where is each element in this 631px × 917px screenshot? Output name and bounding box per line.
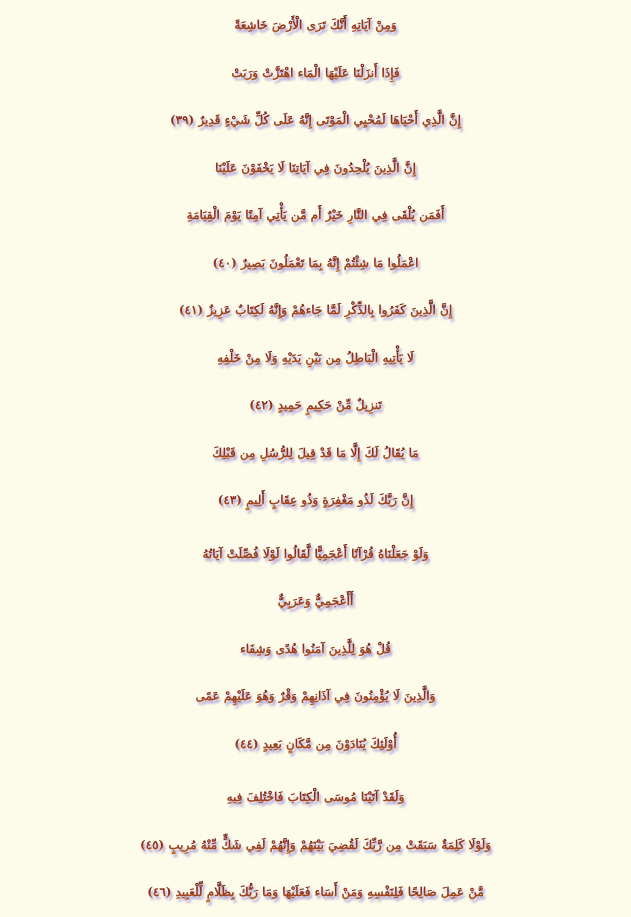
verse-line-10: مَا يُقَالُ لَكَ إِلَّا مَا قَدْ قِيلَ لِلرُّسُلِ مِن قَبْلِكَ [0, 430, 631, 478]
verse-line-18: وَلَوْلَا كَلِمَةٌ سَبَقَتْ مِن رَّبِّكَ لَقُضِيَ بَيْنَهُمْ وَإِنَّهُمْ لَفِي شَكٍّ مِّنْهُ مُرِيبٍ (٤٥) [0, 822, 631, 870]
verse-line-17: وَلَقَدْ آتَيْنَا مُوسَى الْكِتَابَ فَاخْتُلِفَ فِيهِ [0, 774, 631, 822]
verse-line-8: لَا يَأْتِيهِ الْبَاطِلُ مِن بَيْنِ يَدَيْهِ وَلَا مِنْ خَلْفِهِ [0, 335, 631, 383]
verse-line-3: إِنَّ الَّذِي أَحْيَاهَا لَمُحْيِي الْمَوْتَى إِنَّهُ عَلَى كُلِّ شَيْءٍ قَدِيرٌ (٣٩) [0, 97, 631, 145]
verse-line-6: اعْمَلُوا مَا شِئْتُمْ إِنَّهُ بِمَا تَعْمَلُونَ بَصِيرٌ (٤٠) [0, 240, 631, 288]
verse-line-15: وَالَّذِينَ لَا يُؤْمِنُونَ فِي آذَانِهِمْ وَقْرٌ وَهُوَ عَلَيْهِمْ عَمًى [0, 673, 631, 721]
verse-line-19: مَّنْ عَمِلَ صَالِحًا فَلِنَفْسِهِ وَمَنْ أَسَاء فَعَلَيْهَا وَمَا رَبُّكَ بِظَلَّامٍ لِّلْعَبِيدِ (٤٦) [0, 869, 631, 917]
verse-line-11: إِنَّ رَبَّكَ لَذُو مَغْفِرَةٍ وَذُو عِقَابٍ أَلِيمٍ (٤٣) [0, 477, 631, 525]
verse-line-1: وَمِنْ آيَاتِهِ أَنَّكَ تَرَى الْأَرْضَ خَاشِعَةً [0, 2, 631, 50]
verse-line-9: تَنزِيلٌ مِّنْ حَكِيمٍ حَمِيدٍ (٤٢) [0, 382, 631, 430]
verse-line-2: فَإِذَا أَنزَلْنَا عَلَيْهَا الْمَاء اهْتَزَّتْ وَرَبَتْ [0, 50, 631, 98]
verse-line-12: وَلَوْ جَعَلْنَاهُ قُرْآنًا أَعْجَمِيًّا لَّقَالُوا لَوْلَا فُصِّلَتْ آيَاتُهُ [0, 531, 631, 579]
verse-line-16: أُوْلَئِكَ يُنَادَوْنَ مِن مَّكَانٍ بَعِيدٍ (٤٤) [0, 721, 631, 769]
verse-line-5: أَفَمَن يُلْقَى فِي النَّارِ خَيْرٌ أَم مَّن يَأْتِي آمِنًا يَوْمَ الْقِيَامَةِ [0, 192, 631, 240]
verse-line-13: أَأَعْجَمِيٌّ وَعَرَبِيٌّ [0, 578, 631, 626]
verse-line-7: إِنَّ الَّذِينَ كَفَرُوا بِالذِّكْرِ لَمَّا جَاءهُمْ وَإِنَّهُ لَكِتَابٌ عَزِيزٌ (٤١) [0, 287, 631, 335]
verse-line-14: قُلْ هُوَ لِلَّذِينَ آمَنُوا هُدًى وَشِفَاء [0, 626, 631, 674]
verse-line-4: إِنَّ الَّذِينَ يُلْحِدُونَ فِي آيَاتِنَا لَا يَخْفَوْنَ عَلَيْنَا [0, 145, 631, 193]
